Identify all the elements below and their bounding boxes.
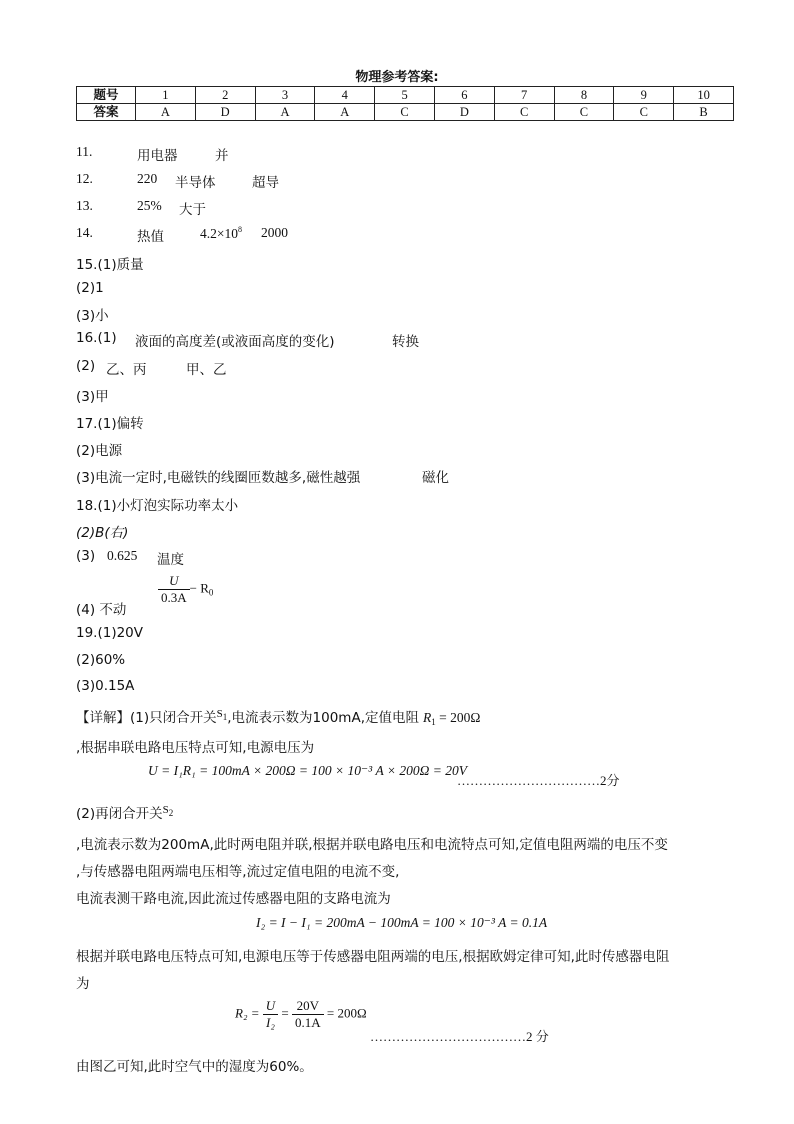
detail-p1-text-b: ,电流表示数为100mA,定值电阻 [227, 710, 419, 726]
table-row-answers [77, 104, 734, 121]
table-cell: 4 [315, 87, 375, 104]
table-cell: 1 [136, 87, 196, 104]
q18-fraction-denominator: 0.3A [161, 590, 187, 605]
table-cell: 2 [195, 87, 255, 104]
detail-switch-s2 [163, 804, 174, 816]
q18-line-4-formula [158, 573, 213, 606]
table-cell: 7 [494, 87, 554, 104]
q18-fraction [158, 573, 190, 606]
detail-equation-2: I₂ = I − I₁ = 200mA − 100mA = 100 × 10⁻³ A = 0.1A [256, 915, 548, 930]
q17-line-3: (3)电流一定时,电磁铁的线圈匝数越多,磁性越强 [76, 470, 361, 486]
q14-answer-b-base: 4.2×10 [200, 226, 238, 241]
page-title: 物理参考答案: [355, 70, 439, 85]
q18-fraction-numerator: U [158, 573, 190, 590]
table-cell: 9 [614, 87, 674, 104]
detail-paragraph-7: 根据并联电路电压特点可知,电源电压等于传感器电阻两端的电压,根据欧姆定律可知,此时传感器电阻 [76, 949, 670, 965]
table-cell: C [614, 104, 674, 121]
detail-paragraph-1 [76, 706, 480, 727]
q18-line-1: 18.(1)小灯泡实际功率太小 [76, 498, 239, 514]
q12-number: 12. [76, 171, 93, 186]
q14-number: 14. [76, 225, 93, 240]
q11-number: 11. [76, 144, 93, 159]
detail-paragraph-5: ,与传感器电阻两端电压相等,流过定值电阻的电流不变, [76, 864, 400, 880]
q16-line-1-answer: 液面的高度差(或液面高度的变化) [135, 334, 335, 350]
detail-eq3-fraction-1 [263, 998, 278, 1031]
q18-line-4-label: (4) 不动 [76, 602, 127, 618]
detail-paragraph-3 [76, 802, 173, 822]
detail-p1-text-a: 【详解】(1)只闭合开关 [76, 710, 217, 726]
detail-eq3-rhs: = 200Ω [326, 1005, 367, 1021]
q18-line-3-answer-b: 温度 [157, 552, 184, 568]
table-cell: 6 [434, 87, 494, 104]
q12-answer-c: 超导 [252, 175, 279, 191]
q11-answer-a: 用电器 [137, 148, 178, 164]
table-cell: 10 [674, 87, 734, 104]
q13-answer-a: 25% [137, 198, 162, 213]
detail-switch-s1 [217, 708, 228, 720]
detail-score-1: ……………………………2分 [457, 773, 620, 788]
table-cell: A [255, 104, 315, 121]
q19-line-2: (2)60% [76, 652, 126, 668]
q18-line-3-number: (3) [76, 548, 96, 564]
detail-paragraph-4: ,电流表示数为200mA,此时两电阻并联,根据并联电路电压和电流特点可知,定值电阻两端的电压不变 [76, 837, 668, 853]
q12-answer-b: 半导体 [175, 175, 216, 191]
detail-paragraph-9: 由图乙可知,此时空气中的湿度为60%。 [76, 1059, 313, 1075]
q17-line-3-answer-b: 磁化 [422, 470, 449, 486]
q11-answer-b: 并 [215, 148, 229, 164]
detail-switch-s2-subscript: 2 [168, 808, 174, 818]
q13-answer-b: 大于 [179, 202, 206, 218]
detail-resistor-r1-subscript: 1 [431, 717, 436, 727]
detail-paragraph-2: ,根据串联电路电压特点可知,电源电压为 [76, 740, 315, 756]
detail-eq3-fraction-1-denominator: I₂ [266, 1015, 275, 1030]
q17-line-2: (2)电源 [76, 443, 123, 459]
q18-line-3-answer-a: 0.625 [107, 548, 138, 563]
detail-paragraph-6: 电流表测干路电流,因此流过传感器电阻的支路电流为 [76, 891, 391, 907]
detail-eq3-fraction-2-denominator: 0.1A [294, 1015, 321, 1030]
table-cell: D [434, 104, 494, 121]
detail-switch-s2-letter: S [162, 804, 169, 816]
detail-equation-1: U = I₁R₁ = 100mA × 200Ω = 100 × 10⁻³ A × 200Ω = 20V [148, 763, 467, 778]
q15-line-1: 15.(1)质量 [76, 257, 144, 273]
detail-switch-s1-subscript: 1 [222, 712, 228, 722]
detail-eq3-fraction-1-numerator: U [263, 998, 278, 1015]
table-cell: 3 [255, 87, 315, 104]
q16-line-1-method: 转换 [392, 334, 419, 350]
detail-score-2: ………………………………2 分 [370, 1029, 549, 1044]
table-header-cell: 答案 [77, 104, 136, 121]
detail-resistor-r1: R [423, 710, 432, 725]
q18-formula-tail: − R [189, 580, 209, 596]
q16-line-2-number: (2) [76, 358, 96, 374]
detail-equation-3 [235, 998, 367, 1031]
q14-answer-b-exponent: 8 [238, 225, 242, 234]
q19-line-3: (3)0.15A [76, 678, 135, 694]
table-cell: C [494, 104, 554, 121]
q17-line-1: 17.(1)偏转 [76, 416, 144, 432]
q15-line-2: (2)1 [76, 280, 104, 296]
table-cell: C [375, 104, 435, 121]
table-header-cell: 题号 [77, 87, 136, 104]
q16-line-2-answer-b: 甲、乙 [186, 362, 227, 378]
q13-number: 13. [76, 198, 93, 213]
q16-line-2-answer-a: 乙、丙 [106, 362, 147, 378]
table-cell: A [315, 104, 375, 121]
table-row-numbers [77, 87, 734, 104]
detail-eq3-lhs: R₂ = [235, 1005, 260, 1021]
q16-line-1-number: 16.(1) [76, 330, 117, 346]
detail-switch-s1-letter: S [216, 708, 223, 720]
detail-p3-text: (2)再闭合开关 [76, 806, 163, 822]
detail-eq3-equals: = [281, 1005, 289, 1021]
table-cell: A [136, 104, 196, 121]
detail-eq3-fraction-2 [292, 998, 324, 1031]
table-cell: B [674, 104, 734, 121]
q14-answer-b [200, 225, 242, 242]
table-cell: 5 [375, 87, 435, 104]
answer-table [76, 86, 734, 121]
detail-eq3-fraction-2-numerator: 20V [292, 998, 324, 1015]
q18-line-2: (2)B(右) [76, 525, 129, 541]
q18-formula-subscript: 0 [208, 587, 214, 598]
table-cell: 8 [554, 87, 614, 104]
detail-resistor-r1-value: = 200Ω [435, 710, 481, 725]
detail-paragraph-8: 为 [76, 976, 90, 992]
q14-answer-a: 热值 [137, 229, 164, 245]
q14-answer-c: 2000 [261, 225, 288, 240]
q19-line-1: 19.(1)20V [76, 625, 144, 641]
q12-answer-a: 220 [137, 171, 158, 186]
table-cell: C [554, 104, 614, 121]
table-cell: D [195, 104, 255, 121]
q16-line-3: (3)甲 [76, 389, 109, 405]
q15-line-3: (3)小 [76, 308, 109, 324]
